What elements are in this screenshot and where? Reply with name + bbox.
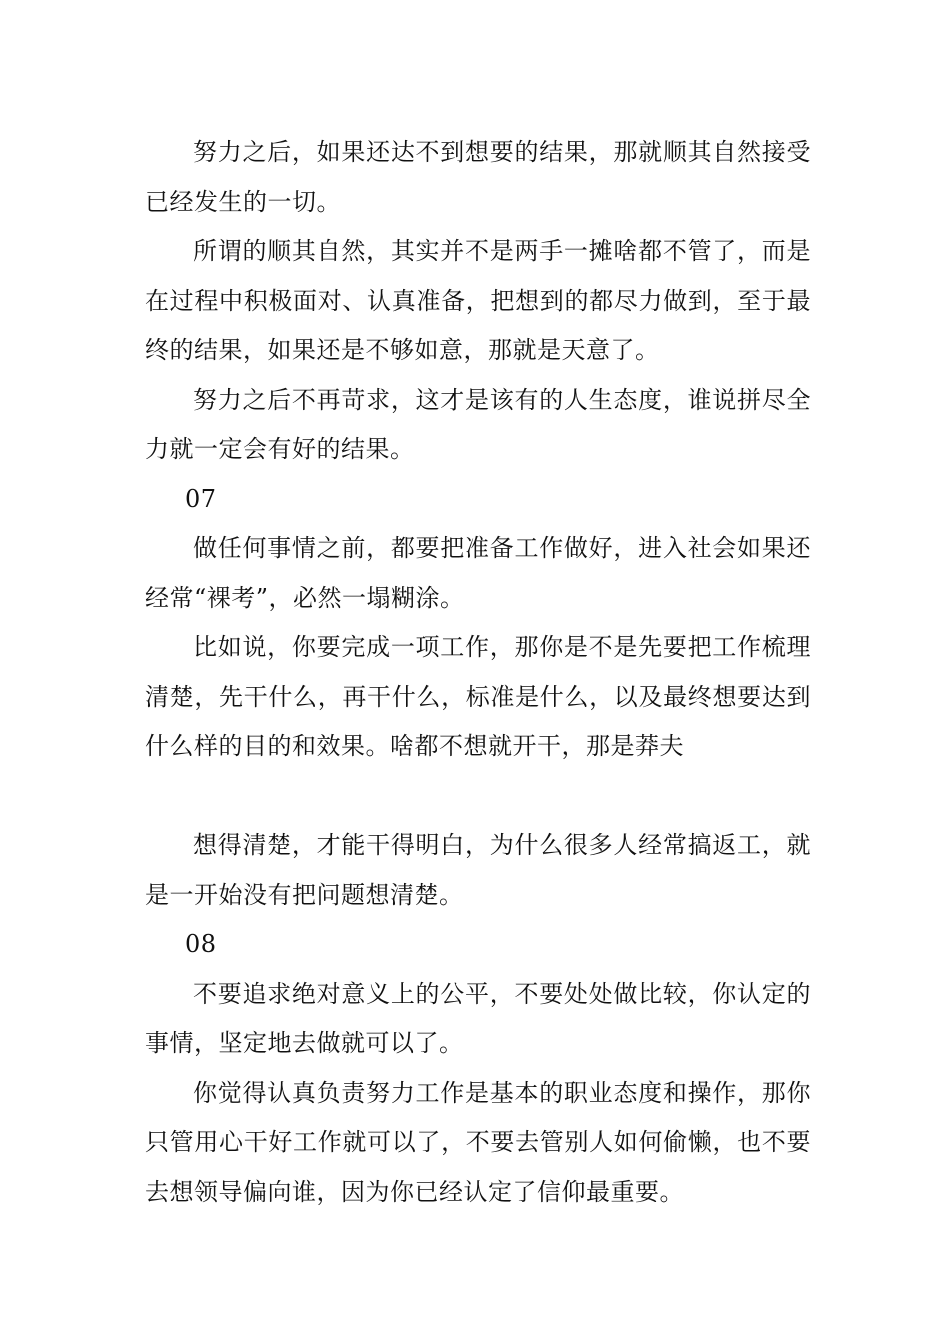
paragraph: 所谓的顺其自然，其实并不是两手一摊啥都不管了，而是在过程中积极面对、认真准备，把想到的都尽力做到，至于最终的结果，如果还是不够如意，那就是天意了。 [145,237,811,364]
blank-line [145,772,811,822]
paragraph: 比如说，你要完成一项工作，那你是不是先要把工作梳理清楚，先干什么，再干什么，标准是什么，以及最终想要达到什么样的目的和效果。啥都不想就开干，那是莽夫 [145,633,811,760]
section-number: 07 [185,484,217,513]
paragraph: 想得清楚，才能干得明白，为什么很多人经常搞返工，就是一开始没有把问题想清楚。 [145,831,811,909]
paragraph: 努力之后，如果还达不到想要的结果，那就顺其自然接受已经发生的一切。 [145,138,811,216]
document-body [145,128,811,1217]
paragraph: 你觉得认真负责努力工作是基本的职业态度和操作，那你只管用心干好工作就可以了，不要去管别人如何偷懒，也不要去想领导偏向谁，因为你已经认定了信仰最重要。 [145,1078,811,1206]
section-number: 08 [185,930,217,958]
paragraph: 做任何事情之前，都要把准备工作做好，进入社会如果还经常“裸考”，必然一塌糊涂。 [145,534,811,612]
paragraph: 努力之后不再苛求，这才是该有的人生态度，谁说拼尽全力就一定会有好的结果。 [145,385,811,463]
paragraph: 不要追求绝对意义上的公平，不要处处做比较，你认定的事情，坚定地去做就可以了。 [145,979,811,1057]
